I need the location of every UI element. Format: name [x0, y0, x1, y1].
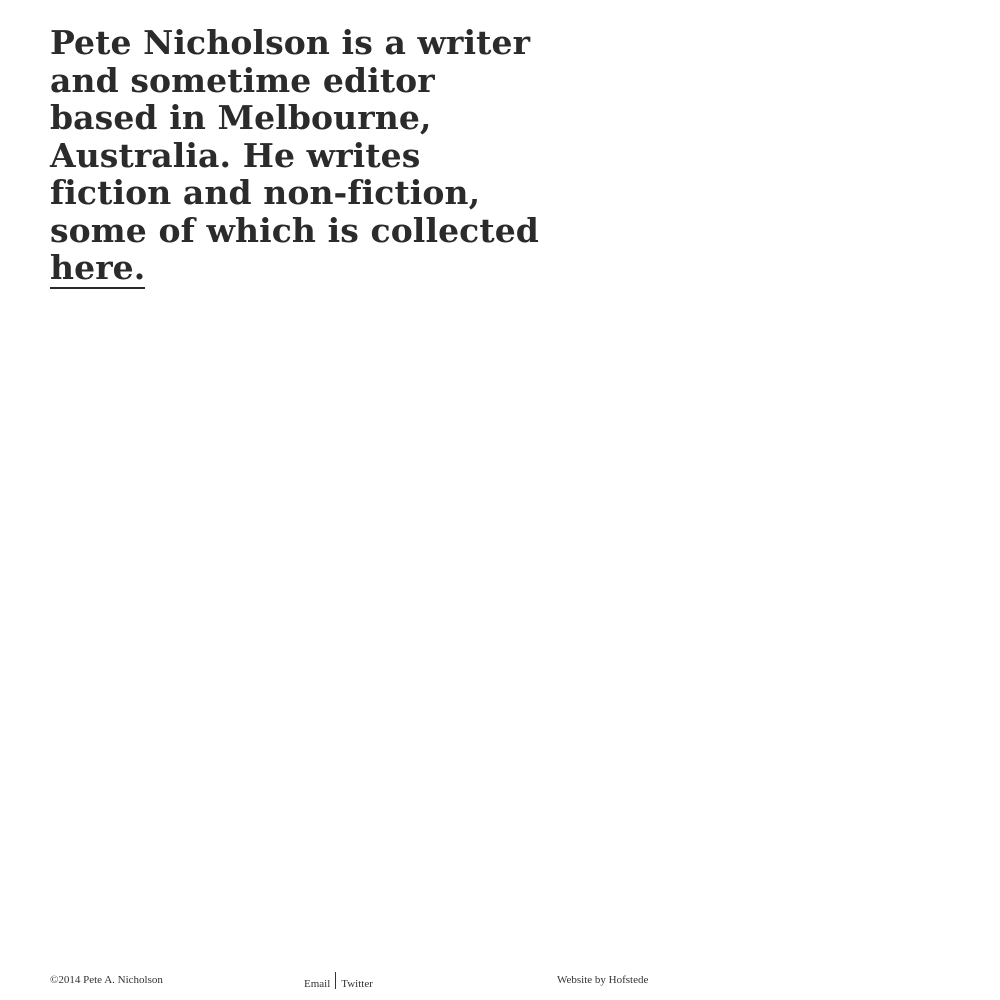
bio-text: Pete Nicholson is a writer and sometime editor based in Melbourne, Australia. He writes fiction and non-fiction, some of which is collected [50, 23, 539, 250]
credit-prefix: Website by [557, 974, 609, 986]
twitter-link[interactable]: Twitter [341, 978, 373, 990]
contact-links [304, 970, 373, 990]
divider [335, 972, 336, 989]
here-link[interactable]: here. [50, 248, 146, 287]
copyright-text: ©2014 Pete A. Nicholson [50, 974, 163, 986]
footer [0, 970, 1000, 994]
site-credit [557, 974, 648, 986]
bio-paragraph [50, 24, 550, 287]
email-link[interactable]: Email [304, 978, 331, 990]
hofstede-link[interactable]: Hofstede [608, 974, 649, 986]
